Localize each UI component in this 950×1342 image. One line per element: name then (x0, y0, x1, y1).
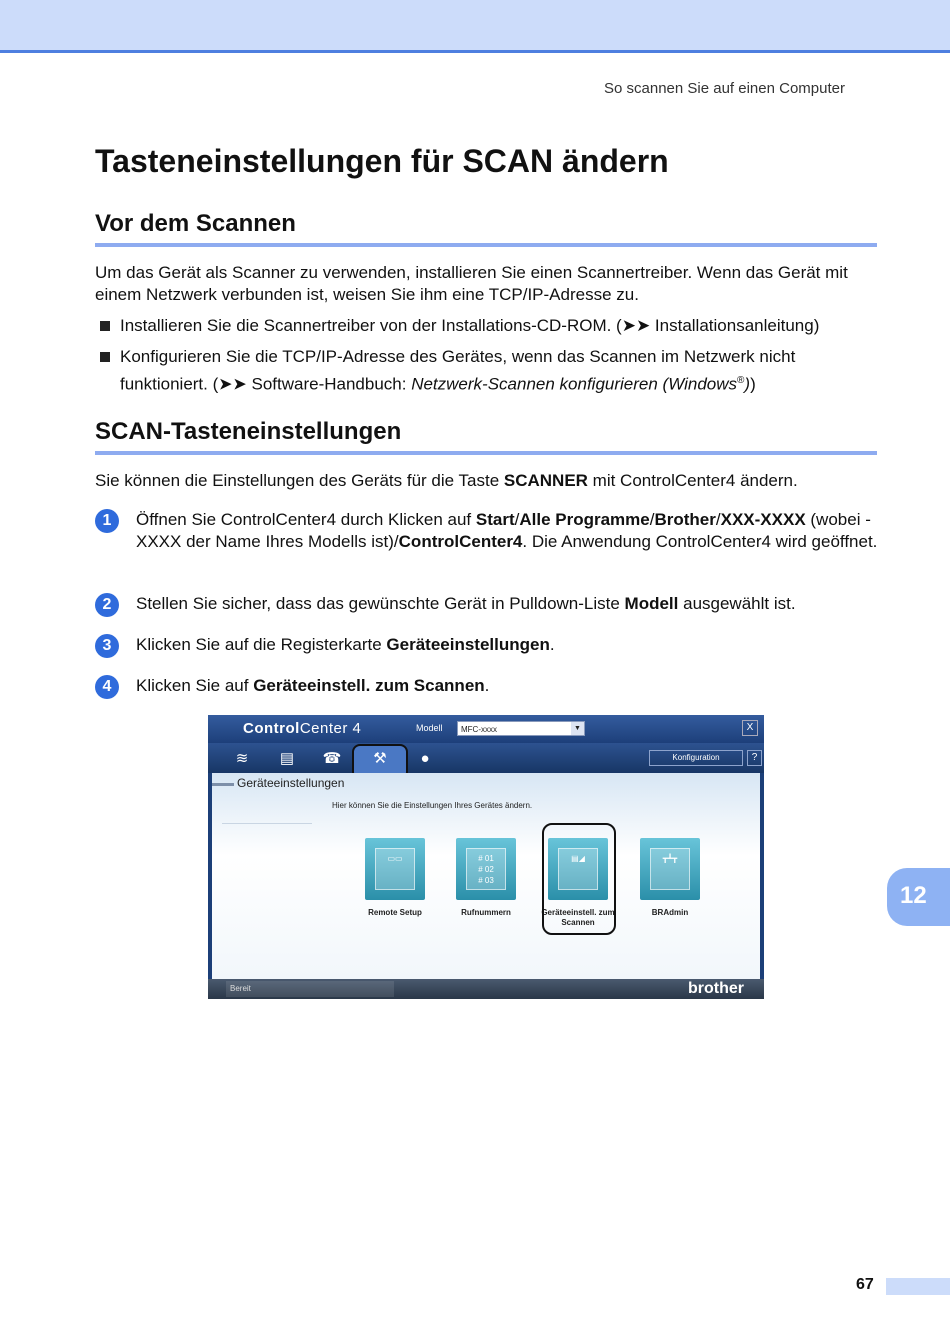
step-text: Klicken Sie auf die Registerkarte Geräteeinstellungen. (136, 635, 555, 654)
section-heading-vor-dem-scannen: Vor dem Scannen (95, 210, 296, 237)
step-number-badge: 3 (95, 634, 119, 658)
speed-dial-button[interactable] (456, 838, 516, 900)
top-banner (0, 0, 950, 53)
configuration-button[interactable]: Konfiguration (649, 750, 743, 766)
close-button[interactable]: X (742, 720, 758, 736)
step-number-badge: 4 (95, 675, 119, 699)
photo-tab-icon[interactable]: ▤ (279, 750, 295, 767)
speed-dial-label[interactable]: Rufnummern (461, 908, 511, 917)
chapter-number: 12 (900, 882, 927, 909)
step-text: Stellen Sie sicher, dass das gewünschte Gerät in Pulldown-Liste Modell ausgewählt ist. (136, 594, 796, 613)
highlight-frame (542, 823, 616, 935)
list-item (100, 345, 885, 393)
app-logo: ControlCenter 4 (243, 720, 362, 737)
divider (222, 823, 312, 824)
status-field (226, 981, 394, 997)
status-text: Bereit (230, 984, 251, 993)
chevron-down-icon[interactable]: ▼ (571, 722, 584, 735)
brand-logo: brother (688, 980, 744, 997)
scan-settings-label[interactable]: Geräteeinstell. zum Scannen (541, 908, 615, 927)
panel-description: Hier können Sie die Einstellungen Ihres Gerätes ändern. (332, 801, 533, 810)
running-head: So scannen Sie auf einen Computer (604, 80, 845, 97)
step-text: Klicken Sie auf Geräteeinstell. zum Scannen. (136, 676, 490, 695)
section-rule (95, 451, 877, 455)
list-item (100, 314, 885, 338)
page-number: 67 (856, 1276, 874, 1293)
network-icon: ┳┻┳ (650, 848, 690, 890)
bullet-square-icon (100, 321, 110, 331)
step-number-badge: 1 (95, 509, 119, 533)
footer-bar (886, 1278, 950, 1295)
bullet-text: Konfigurieren Sie die TCP/IP-Adresse des Gerätes, wenn das Scannen im Netzwerk nicht funktioniert. (➤➤ Software-Handbuch: Netzwerk-Scannen konfigurieren (Windows®)) (120, 347, 796, 394)
bullet-square-icon (100, 352, 110, 362)
section-marker (212, 783, 234, 786)
tab-title: Geräteeinstellungen (237, 776, 345, 790)
step-2 (95, 593, 885, 617)
bullet-text: Installieren Sie die Scannertreiber von der Installations-CD-ROM. (➤➤ Installationsanleitung) (120, 316, 820, 335)
status-bar (208, 979, 764, 999)
fax-tab-icon[interactable]: ☎ (322, 750, 342, 767)
step-4 (95, 675, 885, 699)
section-heading-scan-tasteneinstellungen: SCAN-Tasteneinstellungen (95, 418, 402, 445)
speed-dial-icon: # 01 # 02 # 03 (466, 848, 506, 890)
chapter-tab (887, 868, 950, 926)
section-rule (95, 243, 877, 247)
page-title: Tasteneinstellungen für SCAN ändern (95, 143, 669, 179)
step-1 (95, 509, 885, 579)
step-3 (95, 634, 885, 658)
step-number-badge: 2 (95, 593, 119, 617)
remote-setup-button[interactable] (365, 838, 425, 900)
tools-icon[interactable]: ⚒ (373, 750, 387, 767)
bradmin-button[interactable] (640, 838, 700, 900)
scan-settings-icon: ▤◢ (558, 848, 598, 890)
model-select[interactable]: MFC-xxxx ▼ (457, 721, 585, 736)
support-tab-icon[interactable]: ● (420, 750, 430, 767)
scan-tab-icon[interactable]: ≋ (235, 750, 249, 767)
remote-setup-icon: ▭▭ (375, 848, 415, 890)
bradmin-label[interactable]: BRAdmin (651, 908, 689, 917)
controlcenter-screenshot (208, 715, 764, 999)
step-text: Öffnen Sie ControlCenter4 durch Klicken auf Start/Alle Programme/Brother/XXX-XXXX (wobei -XXXX der Name Ihres Modells ist)/ControlCenter4. Die Anwendung ControlCenter4 wird geöffnet. (136, 510, 878, 551)
intro-paragraph: Um das Gerät als Scanner zu verwenden, installieren Sie einen Scannertreiber. Wenn das Gerät mit einem Netzwerk verbunden ist, weisen Sie ihm eine TCP/IP-Adresse zu. (95, 263, 848, 304)
remote-setup-label[interactable]: Remote Setup (368, 908, 422, 917)
model-label: Modell (416, 723, 443, 733)
help-button[interactable]: ? (747, 750, 762, 766)
section2-intro: Sie können die Einstellungen des Geräts für die Taste SCANNER mit ControlCenter4 ändern. (95, 471, 798, 490)
